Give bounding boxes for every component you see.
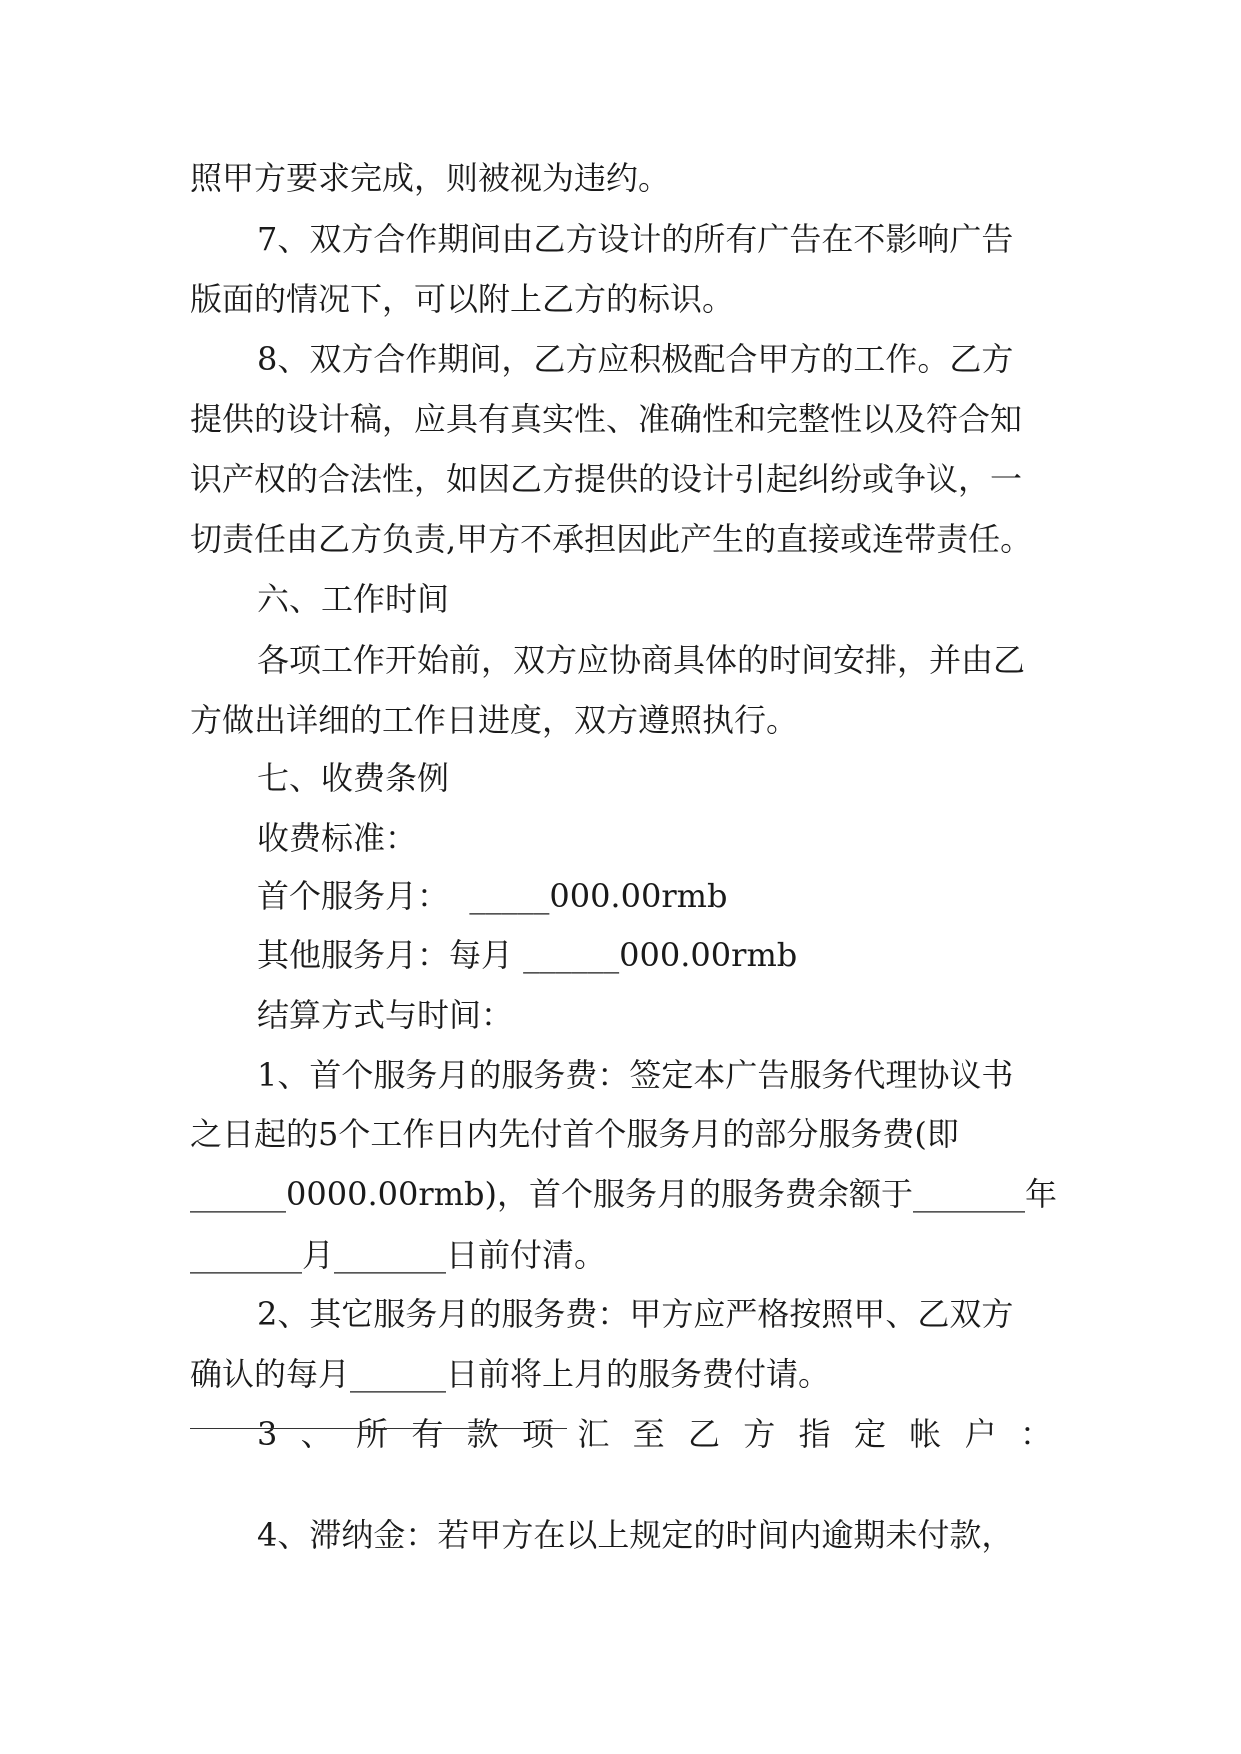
paragraph-line: 确认的每月______日前将上月的服务费付请。	[190, 1355, 831, 1393]
paragraph-line: 照甲方要求完成，则被视为违约。	[190, 159, 671, 197]
paragraph-line: 识产权的合法性，如因乙方提供的设计引起纠纷或争议，一	[190, 460, 1023, 498]
account-char: 项	[521, 1415, 554, 1453]
account-char: 汇	[577, 1415, 610, 1453]
paragraph-line: 1、首个服务月的服务费：签定本广告服务代理协议书	[257, 1056, 1014, 1094]
paragraph-line: 提供的设计稿，应具有真实性、准确性和完整性以及符合知	[190, 400, 1023, 438]
section-heading: 七、收费条例	[257, 759, 450, 797]
account-blank-underline	[190, 1428, 567, 1429]
account-char: 户	[964, 1415, 997, 1453]
paragraph-line: 方做出详细的工作日进度，双方遵照执行。	[190, 701, 799, 739]
paragraph-line: ______0000.00rmb)，首个服务月的服务费余额于_______年	[190, 1175, 1057, 1213]
account-line	[257, 1414, 1052, 1454]
paragraph-line: 7、双方合作期间由乙方设计的所有广告在不影响广告	[257, 220, 1014, 258]
paragraph-line: 结算方式与时间：	[257, 996, 514, 1034]
fee-line: 首个服务月： _____000.00rmb	[257, 877, 728, 915]
paragraph-line: 各项工作开始前，双方应协商具体的时间安排，并由乙	[257, 641, 1026, 679]
paragraph-line: 4、滞纳金：若甲方在以上规定的时间内逾期未付款，	[257, 1516, 1014, 1554]
account-char: 乙	[687, 1415, 720, 1453]
account-char: 有	[411, 1415, 444, 1453]
paragraph-line: 2、其它服务月的服务费：甲方应严格按照甲、乙双方	[257, 1295, 1014, 1333]
account-char: 定	[853, 1415, 886, 1453]
account-char: 所	[356, 1415, 389, 1453]
fee-line: 其他服务月：每月 ______000.00rmb	[257, 936, 798, 974]
paragraph-line: 8、双方合作期间，乙方应积极配合甲方的工作。乙方	[257, 340, 1014, 378]
paragraph-line: 之日起的5个工作日内先付首个服务月的部分服务费(即	[190, 1115, 959, 1153]
account-char: ：	[1019, 1415, 1052, 1453]
account-char: 款	[466, 1415, 499, 1453]
account-char: 方	[743, 1415, 776, 1453]
account-char: 、	[300, 1415, 333, 1453]
paragraph-line: 版面的情况下，可以附上乙方的标识。	[190, 280, 735, 318]
section-heading: 六、工作时间	[257, 580, 450, 618]
paragraph-line: 切责任由乙方负责,甲方不承担因此产生的直接或连带责任。	[190, 520, 1033, 558]
paragraph-line: 收费标准：	[257, 819, 418, 857]
account-char: 3	[257, 1415, 278, 1453]
account-char: 至	[632, 1415, 665, 1453]
paragraph-line: _______月_______日前付清。	[190, 1236, 607, 1274]
account-char: 指	[798, 1415, 831, 1453]
account-char: 帐	[909, 1415, 942, 1453]
